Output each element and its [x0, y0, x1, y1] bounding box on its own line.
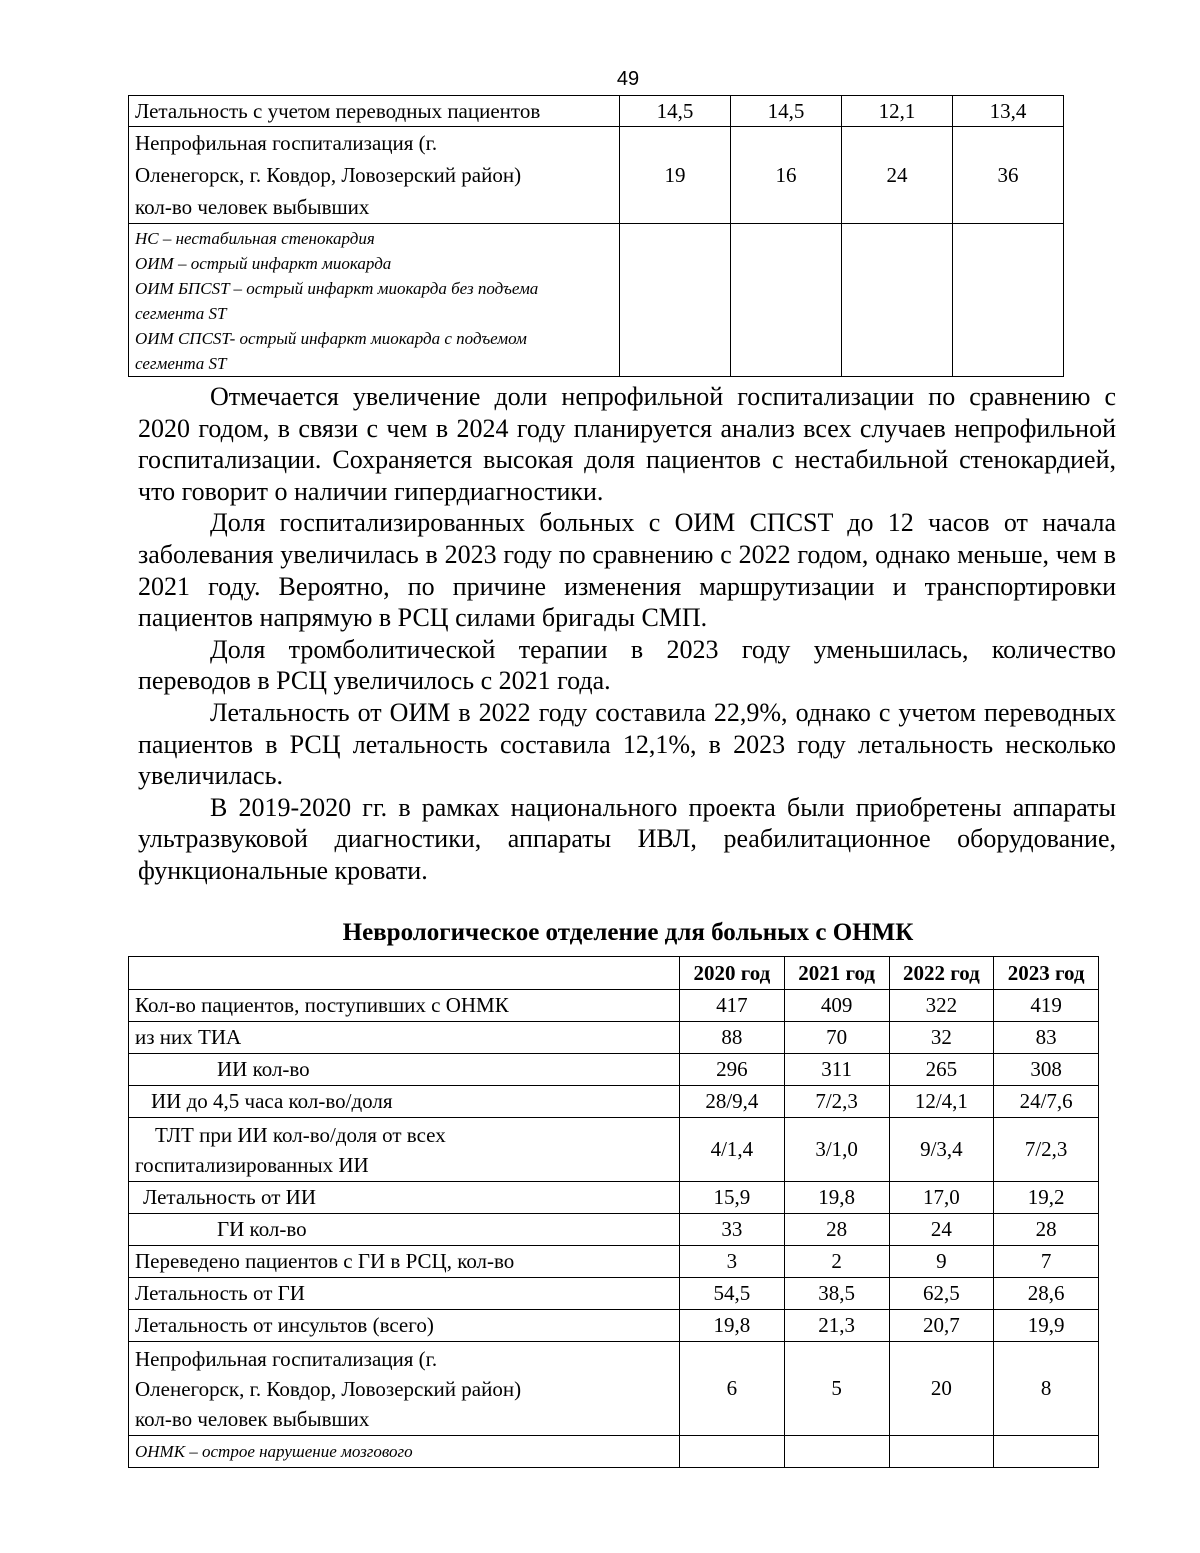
empty-cell: [889, 1436, 994, 1468]
row-label: Летальность от ГИ: [129, 1278, 680, 1310]
value-cell: 4/1,4: [680, 1118, 785, 1182]
value-cell: 322: [889, 990, 994, 1022]
value-cell: 265: [889, 1054, 994, 1086]
value-cell: 2: [784, 1246, 889, 1278]
row-label: из них ТИА: [129, 1022, 680, 1054]
table-row: [129, 127, 1064, 224]
value-cell: 7/2,3: [784, 1086, 889, 1118]
table-row: [129, 1022, 1099, 1054]
value-cell: 3/1,0: [784, 1118, 889, 1182]
value-cell: 17,0: [889, 1182, 994, 1214]
row-label: ИИ кол-во: [129, 1054, 680, 1086]
value-cell: 409: [784, 990, 889, 1022]
header-cell: 2022 год: [889, 957, 994, 990]
value-cell: 3: [680, 1246, 785, 1278]
value-cell: 83: [994, 1022, 1099, 1054]
row-label: [129, 127, 620, 224]
value-cell: 28,6: [994, 1278, 1099, 1310]
value-cell: 9: [889, 1246, 994, 1278]
value-cell: 36: [953, 127, 1064, 224]
value-cell: 14,5: [620, 96, 731, 127]
legend-line: сегмента ST: [135, 354, 227, 373]
abbreviation-legend: ОНМК – острое нарушение мозгового: [129, 1436, 680, 1468]
empty-cell: [680, 1436, 785, 1468]
value-cell: 70: [784, 1022, 889, 1054]
header-cell: 2021 год: [784, 957, 889, 990]
neurology-table: [128, 956, 1099, 1468]
legend-row: [129, 224, 1064, 377]
row-label: Переведено пациентов с ГИ в РСЦ, кол-во: [129, 1246, 680, 1278]
table-row: [129, 990, 1099, 1022]
value-cell: 6: [680, 1342, 785, 1436]
paragraph: Отмечается увеличение доли непрофильной госпитализации по сравнению с 2020 годом, в связи с чем в 2024 году планируется анализ всех случаев непрофильной госпитализации. Сохраняется высокая доля пациентов с нестабильной стенокардией, что говорит о наличии гипердиагностики.: [138, 382, 1116, 506]
row-label: Кол-во пациентов, поступивших с ОНМК: [129, 990, 680, 1022]
legend-line: ОИМ БПСST – острый инфаркт миокарда без подъема: [135, 279, 539, 298]
value-cell: 19,9: [994, 1310, 1099, 1342]
value-cell: 19,8: [680, 1310, 785, 1342]
page-number: 49: [616, 68, 640, 90]
abbreviation-legend: [129, 224, 620, 377]
value-cell: 20,7: [889, 1310, 994, 1342]
value-cell: 19: [620, 127, 731, 224]
value-cell: 38,5: [784, 1278, 889, 1310]
value-cell: 62,5: [889, 1278, 994, 1310]
legend-line: ОИМ – острый инфаркт миокарда: [135, 254, 392, 273]
value-cell: 88: [680, 1022, 785, 1054]
value-cell: 12/4,1: [889, 1086, 994, 1118]
value-cell: 24: [842, 127, 953, 224]
row-label-line: кол-во человек выбывших: [135, 195, 370, 219]
table-row: [129, 1342, 1099, 1436]
empty-cell: [842, 224, 953, 377]
table-row: [129, 1118, 1099, 1182]
row-label-line: Непрофильная госпитализация (г.: [135, 131, 438, 155]
value-cell: 7: [994, 1246, 1099, 1278]
empty-cell: [784, 1436, 889, 1468]
table-row: [129, 1086, 1099, 1118]
value-cell: 12,1: [842, 96, 953, 127]
section-title: Неврологическое отделение для больных с ОНМК: [342, 919, 914, 946]
value-cell: 28: [994, 1214, 1099, 1246]
legend-row: [129, 1436, 1099, 1468]
legend-line: сегмента ST: [135, 304, 227, 323]
paragraph: Доля тромболитической терапии в 2023 году уменьшилась, количество переводов в РСЦ увеличилось с 2021 года.: [138, 634, 1116, 696]
value-cell: 19,8: [784, 1182, 889, 1214]
value-cell: 14,5: [731, 96, 842, 127]
empty-cell: [953, 224, 1064, 377]
legend-line: ОИМ СПСST- острый инфаркт миокарда с подъемом: [135, 329, 527, 348]
value-cell: 7/2,3: [994, 1118, 1099, 1182]
paragraph: Летальность от ОИМ в 2022 году составила 22,9%, однако с учетом переводных пациентов в РСЦ летальность составила 12,1%, в 2023 году летальность несколько увеличилась.: [138, 697, 1116, 791]
header-cell: 2020 год: [680, 957, 785, 990]
body-text: [138, 381, 1116, 887]
value-cell: 24/7,6: [994, 1086, 1099, 1118]
value-cell: 28: [784, 1214, 889, 1246]
table-row: [129, 1278, 1099, 1310]
row-label: [129, 1342, 680, 1436]
row-label: Летальность с учетом переводных пациентов: [129, 96, 620, 127]
table-row: [129, 1310, 1099, 1342]
value-cell: 296: [680, 1054, 785, 1086]
value-cell: 32: [889, 1022, 994, 1054]
paragraph: В 2019-2020 гг. в рамках национального проекта были приобретены аппараты ультразвуковой диагностики, аппараты ИВЛ, реабилитационное оборудование, функциональные кровати.: [138, 792, 1116, 885]
row-label: [129, 1118, 680, 1182]
value-cell: 54,5: [680, 1278, 785, 1310]
value-cell: 419: [994, 990, 1099, 1022]
empty-cell: [731, 224, 842, 377]
value-cell: 5: [784, 1342, 889, 1436]
table-row: [129, 1214, 1099, 1246]
value-cell: 21,3: [784, 1310, 889, 1342]
value-cell: 28/9,4: [680, 1086, 785, 1118]
value-cell: 311: [784, 1054, 889, 1086]
row-label: Летальность от ИИ: [129, 1182, 680, 1214]
legend-line: НС – нестабильная стенокардия: [135, 229, 375, 248]
header-cell: [129, 957, 680, 990]
row-label-line: Оленегорск, г. Ковдор, Ловозерский район): [135, 163, 522, 187]
header-cell: 2023 год: [994, 957, 1099, 990]
value-cell: 15,9: [680, 1182, 785, 1214]
value-cell: 417: [680, 990, 785, 1022]
value-cell: 20: [889, 1342, 994, 1436]
row-label: ГИ кол-во: [129, 1214, 680, 1246]
value-cell: 33: [680, 1214, 785, 1246]
row-label: Летальность от инсультов (всего): [129, 1310, 680, 1342]
row-label-line: госпитализированных ИИ: [135, 1152, 369, 1177]
value-cell: 13,4: [953, 96, 1064, 127]
empty-cell: [994, 1436, 1099, 1468]
value-cell: 19,2: [994, 1182, 1099, 1214]
row-label-line: кол-во человек выбывших: [135, 1406, 370, 1431]
table-row: [129, 1054, 1099, 1086]
value-cell: 9/3,4: [889, 1118, 994, 1182]
cardiology-table-continuation: [128, 95, 1064, 377]
value-cell: 24: [889, 1214, 994, 1246]
row-label-line: Непрофильная госпитализация (г.: [135, 1346, 438, 1371]
value-cell: 308: [994, 1054, 1099, 1086]
value-cell: 8: [994, 1342, 1099, 1436]
row-label-line: Оленегорск, г. Ковдор, Ловозерский район): [135, 1376, 522, 1401]
row-label: ИИ до 4,5 часа кол-во/доля: [129, 1086, 680, 1118]
paragraph: Доля госпитализированных больных с ОИМ СПСST до 12 часов от начала заболевания увеличилась в 2023 году по сравнению с 2022 годом, однако меньше, чем в 2021 году. Вероятно, по причине изменения маршрутизации и транспортировки пациентов напрямую в РСЦ силами бригады СМП.: [138, 508, 1116, 633]
value-cell: 16: [731, 127, 842, 224]
empty-cell: [620, 224, 731, 377]
table-row: [129, 96, 1064, 127]
header-row: [129, 957, 1099, 990]
row-label-line: ТЛТ при ИИ кол-во/доля от всех: [155, 1122, 446, 1147]
table-row: [129, 1182, 1099, 1214]
table-row: [129, 1246, 1099, 1278]
